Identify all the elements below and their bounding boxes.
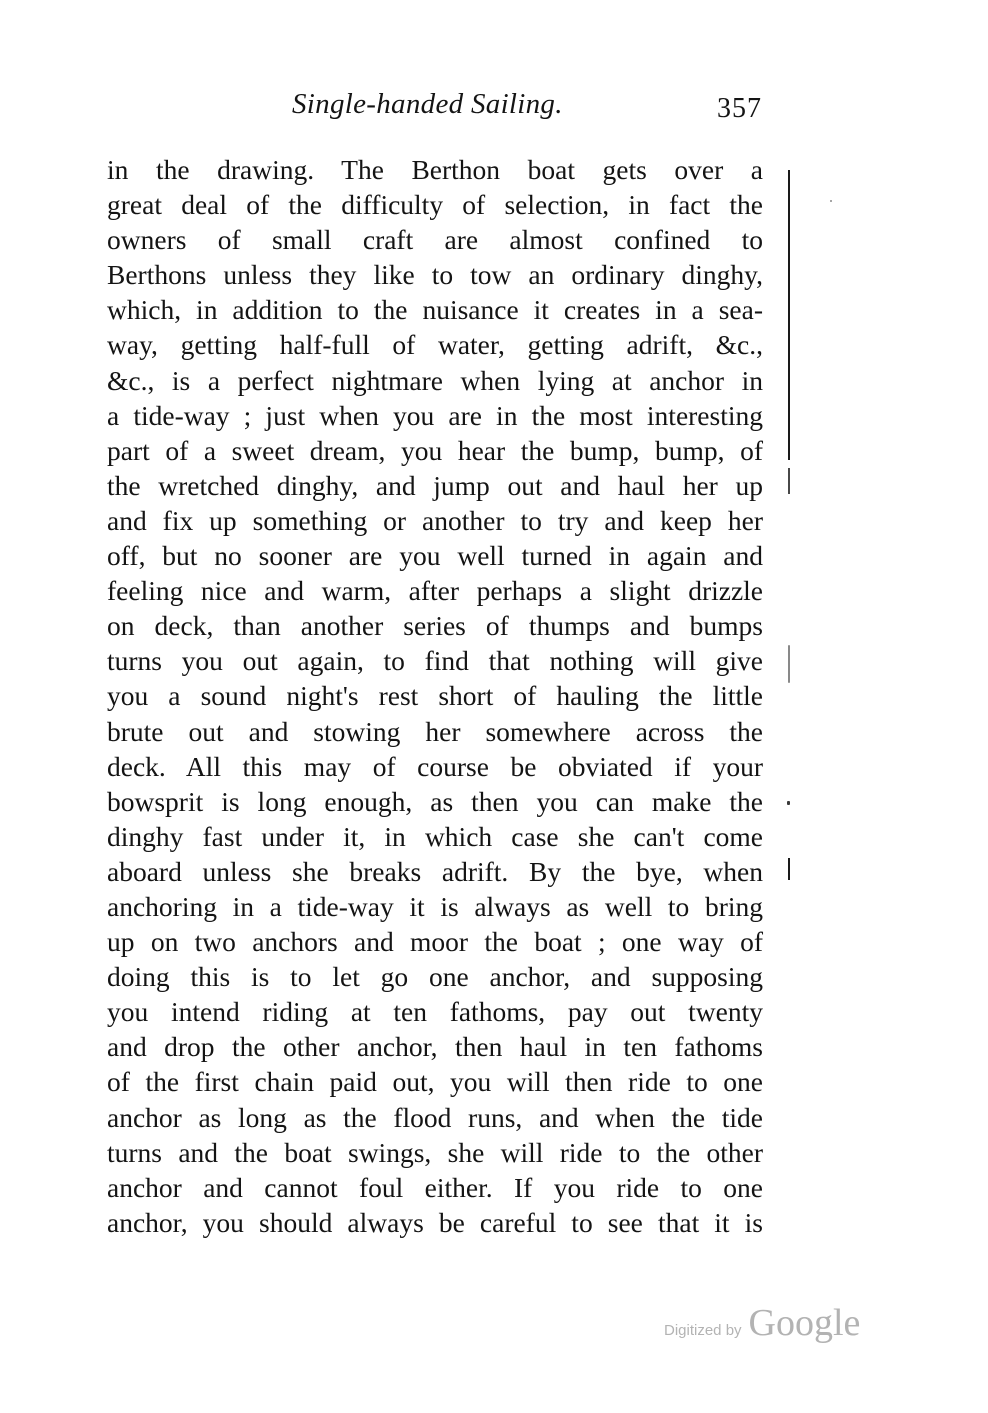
text-line: anchor, you should always be careful to see that it is [107,1206,763,1238]
text-line: a tide-way ; just when you are in the most interesting [107,399,763,431]
scan-margin-line [788,858,790,880]
page-number: 357 [717,93,762,124]
text-line: Berthons unless they like to tow an ordinary dinghy, [107,259,763,291]
text-line: you intend riding at ten fathoms, pay out twenty [107,996,763,1028]
text-line: in the drawing. The Berthon boat gets over a [107,154,763,185]
text-line: owners of small craft are almost confined to [107,224,763,256]
text-line: which, in addition to the nuisance it creates in a sea- [107,294,763,326]
scan-speck [830,200,832,202]
text-line: turns and the boat swings, she will ride to the other [107,1136,763,1168]
text-line: anchor as long as the flood runs, and when the tide [107,1101,763,1133]
text-line: deck. All this may of course be obviated if your [107,750,763,782]
text-line: and drop the other anchor, then haul in ten fathoms [107,1031,763,1063]
text-line: and fix up something or another to try and keep her [107,504,763,536]
scan-speck [787,801,790,805]
running-head [106,88,766,132]
digitized-by-google-watermark [664,1301,860,1351]
text-line: dinghy fast under it, in which case she can't come [107,820,763,852]
text-line: you a sound night's rest short of hauling the little [107,680,763,712]
watermark-prefix: Digitized by [664,1322,742,1339]
text-line: part of a sweet dream, you hear the bump, bump, of [107,434,763,466]
text-line: up on two anchors and moor the boat ; one way of [107,926,763,958]
text-line: bowsprit is long enough, as then you can make the [107,785,763,817]
text-line: of the first chain paid out, you will then ride to one [107,1066,763,1098]
scan-margin-line-dashed [788,468,790,494]
text-line: turns you out again, to find that nothing will give [107,645,763,677]
text-line: anchoring in a tide-way it is always as well to bring [107,890,763,922]
text-line: doing this is to let go one anchor, and supposing [107,961,763,993]
google-logo: Google [748,1302,861,1344]
scan-speck [788,645,790,683]
body-text [107,152,763,1240]
running-title: Single-handed Sailing. [292,88,563,120]
text-line: way, getting half-full of water, getting adrift, &c., [107,329,763,361]
text-line: the wretched dinghy, and jump out and haul her up [107,469,763,501]
text-line: great deal of the difficulty of selection, in fact the [107,189,763,221]
text-line: aboard unless she breaks adrift. By the bye, when [107,855,763,887]
text-line: anchor and cannot foul either. If you ride to one [107,1171,763,1203]
text-line: &c., is a perfect nightmare when lying at anchor in [107,364,763,396]
text-line: brute out and stowing her somewhere across the [107,715,763,747]
text-line: on deck, than another series of thumps and bumps [107,610,763,642]
scan-margin-line [788,170,790,460]
text-line: off, but no sooner are you well turned in again and [107,540,763,572]
text-line: feeling nice and warm, after perhaps a slight drizzle [107,575,763,607]
